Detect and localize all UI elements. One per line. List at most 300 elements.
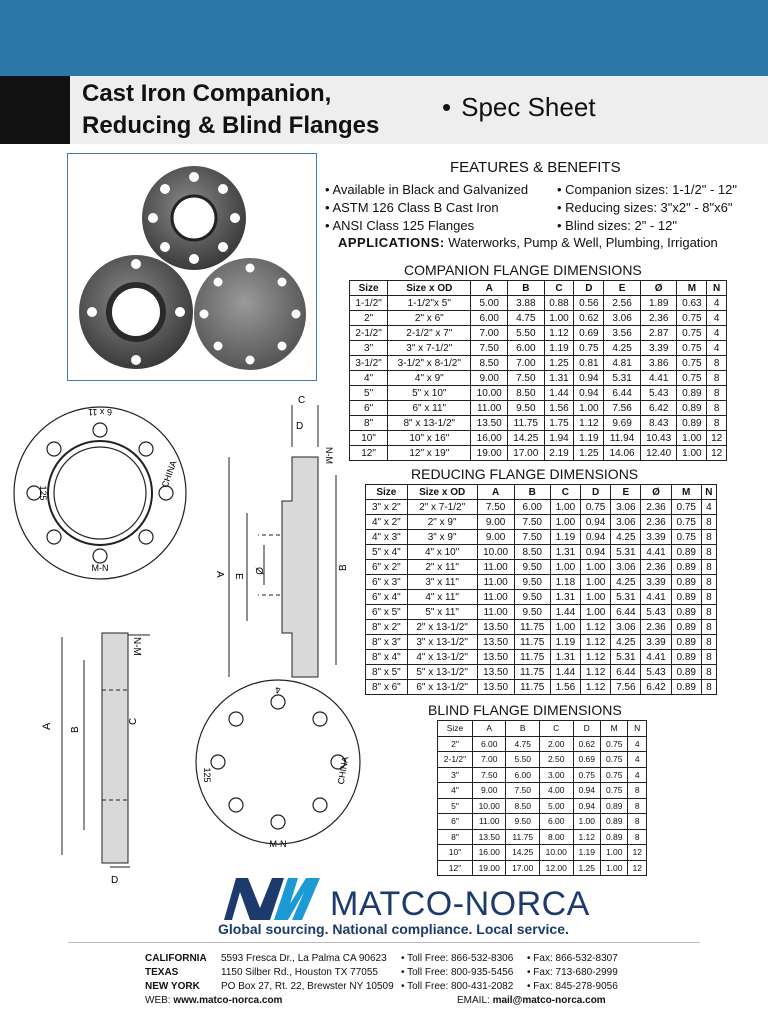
table-cell: 11.00	[477, 605, 514, 620]
matco-norca-logo-icon	[222, 870, 326, 922]
companion-table-row	[350, 311, 727, 326]
footer-row-newyork	[145, 981, 618, 992]
table-cell: 8" x 5"	[366, 665, 408, 680]
table-cell: 8	[707, 371, 727, 386]
column-header: N	[707, 281, 727, 296]
table-cell: 4	[628, 752, 647, 768]
table-cell: 0.75	[677, 371, 707, 386]
companion-section-nm-label: N-M	[324, 447, 334, 464]
table-cell: 0.89	[600, 798, 627, 814]
table-cell: 4.41	[640, 371, 677, 386]
table-cell: 4	[707, 296, 727, 311]
column-header: E	[611, 485, 641, 500]
table-cell: 4.25	[604, 341, 641, 356]
table-cell: 1.12	[574, 416, 604, 431]
applications-label: APPLICATIONS:	[338, 235, 445, 250]
table-cell: 0.75	[677, 326, 707, 341]
table-cell: 2.56	[604, 296, 641, 311]
footer-row-web	[145, 995, 606, 1006]
table-cell: 4	[707, 326, 727, 341]
companion-table-row	[350, 401, 727, 416]
table-cell: 0.89	[600, 814, 627, 830]
table-cell: 0.75	[671, 530, 701, 545]
table-cell: 9.50	[508, 401, 545, 416]
table-cell: 9.00	[472, 783, 506, 799]
table-cell: 5.31	[611, 545, 641, 560]
table-cell: 1.31	[550, 590, 580, 605]
table-cell: 5"	[438, 798, 473, 814]
technical-drawings	[0, 385, 365, 890]
table-cell: 7.00	[471, 326, 508, 341]
table-cell: 0.94	[581, 530, 611, 545]
table-cell: 19.00	[471, 446, 508, 461]
feature-item: • Reducing sizes: 3"x2" - 8"x6"	[557, 200, 733, 215]
table-cell: 12"	[438, 860, 473, 876]
table-cell: 0.94	[574, 386, 604, 401]
table-cell: 10.00	[477, 545, 514, 560]
table-cell: 4	[701, 500, 716, 515]
blind-face-left-label: 125	[202, 767, 212, 783]
table-cell: 11.75	[514, 665, 550, 680]
column-header: A	[471, 281, 508, 296]
table-cell: 0.69	[573, 752, 600, 768]
table-cell: 12	[707, 446, 727, 461]
table-cell: 0.75	[574, 341, 604, 356]
table-cell: 8" x 3"	[366, 635, 408, 650]
table-cell: 8	[701, 680, 716, 695]
table-cell: 7.00	[508, 356, 545, 371]
table-cell: 12" x 19"	[388, 446, 471, 461]
table-cell: 6.00	[514, 500, 550, 515]
table-cell: 7.50	[472, 767, 506, 783]
reducing-table-row	[366, 665, 717, 680]
footer-state: NEW YORK	[145, 981, 200, 992]
table-cell: 12	[707, 431, 727, 446]
table-cell: 5.31	[611, 590, 641, 605]
table-cell: 0.75	[600, 783, 627, 799]
table-cell: 6.00	[508, 341, 545, 356]
table-cell: 0.89	[600, 829, 627, 845]
table-cell: 6.44	[604, 386, 641, 401]
table-cell: 0.75	[581, 500, 611, 515]
footer-row-texas	[145, 967, 618, 978]
table-cell: 1.12	[573, 829, 600, 845]
table-cell: 2.50	[539, 752, 573, 768]
table-cell: 8" x 13-1/2"	[388, 416, 471, 431]
table-cell: 9.00	[471, 371, 508, 386]
title-line-2: Reducing & Blind Flanges	[82, 112, 380, 139]
table-cell: 0.63	[677, 296, 707, 311]
table-cell: 1.19	[573, 845, 600, 861]
column-header: N	[701, 485, 716, 500]
table-cell: 4" x 10"	[407, 545, 477, 560]
table-header-row	[438, 721, 647, 737]
reducing-table-row	[366, 545, 717, 560]
table-cell: 0.75	[600, 752, 627, 768]
table-cell: 3.06	[611, 560, 641, 575]
table-cell: 7.50	[514, 530, 550, 545]
table-cell: 8	[701, 590, 716, 605]
table-cell: 0.75	[600, 767, 627, 783]
companion-flange-photo	[79, 255, 193, 369]
table-cell: 0.89	[671, 620, 701, 635]
column-header: Ø	[640, 281, 677, 296]
table-cell: 11.75	[514, 635, 550, 650]
table-cell: 8	[701, 605, 716, 620]
table-cell: 3-1/2"	[350, 356, 388, 371]
table-cell: 2" x 13-1/2"	[407, 620, 477, 635]
table-cell: 5.50	[508, 326, 545, 341]
table-cell: 1.44	[550, 665, 580, 680]
footer-fax: • Fax: 866-532-8307	[527, 953, 618, 964]
table-cell: 11.75	[514, 650, 550, 665]
table-cell: 0.89	[671, 545, 701, 560]
table-cell: 9.50	[514, 575, 550, 590]
table-cell: 10"	[350, 431, 388, 446]
table-cell: 2.00	[539, 736, 573, 752]
column-header: D	[574, 281, 604, 296]
table-cell: 8.50	[506, 798, 540, 814]
reducing-table-row	[366, 635, 717, 650]
table-cell: 4.25	[611, 635, 641, 650]
table-cell: 6" x 11"	[388, 401, 471, 416]
table-cell: 13.50	[471, 416, 508, 431]
column-header: M	[671, 485, 701, 500]
table-cell: 10" x 16"	[388, 431, 471, 446]
table-cell: 8"	[350, 416, 388, 431]
table-cell: 2-1/2"	[350, 326, 388, 341]
table-cell: 12	[628, 860, 647, 876]
table-cell: 0.94	[574, 371, 604, 386]
blind-face-top-label: 4	[275, 685, 281, 695]
table-cell: 0.75	[677, 356, 707, 371]
blind-dimensions-table	[437, 720, 647, 876]
table-cell: 1.00	[550, 500, 580, 515]
blind-table-row	[438, 752, 647, 768]
table-cell: 1.94	[544, 431, 574, 446]
table-cell: 17.00	[508, 446, 545, 461]
table-cell: 6" x 2"	[366, 560, 408, 575]
table-cell: 8.00	[539, 829, 573, 845]
table-cell: 3.06	[611, 620, 641, 635]
companion-section-c-label: C	[298, 395, 306, 406]
table-cell: 1.00	[581, 590, 611, 605]
table-cell: 0.62	[574, 311, 604, 326]
table-cell: 0.88	[544, 296, 574, 311]
table-cell: 12.40	[640, 446, 677, 461]
table-cell: 8	[628, 783, 647, 799]
table-cell: 8"	[438, 829, 473, 845]
companion-table-row	[350, 386, 727, 401]
table-cell: 5" x 11"	[407, 605, 477, 620]
table-cell: 5.31	[611, 650, 641, 665]
footer-fax: • Fax: 713-680-2999	[527, 967, 618, 978]
table-cell: 11.00	[471, 401, 508, 416]
blind-face-right-label: CHINA	[335, 755, 351, 786]
table-cell: 2.36	[641, 620, 671, 635]
column-header: Size x OD	[388, 281, 471, 296]
table-cell: 3"	[350, 341, 388, 356]
footer-state: TEXAS	[145, 967, 179, 978]
reducing-dimensions-table	[365, 484, 717, 695]
blind-table-row	[438, 814, 647, 830]
table-cell: 5" x 13-1/2"	[407, 665, 477, 680]
companion-section-b-label: B	[338, 564, 349, 571]
table-cell: 7.56	[604, 401, 641, 416]
table-cell: 0.94	[581, 515, 611, 530]
table-cell: 2"	[350, 311, 388, 326]
companion-section-d-label: D	[296, 421, 304, 432]
footer-web-label: WEB:	[145, 995, 171, 1006]
reducing-flange-photo	[142, 166, 246, 270]
table-cell: 4.00	[539, 783, 573, 799]
table-cell: 5.43	[641, 665, 671, 680]
blind-table-row	[438, 783, 647, 799]
column-header: C	[544, 281, 574, 296]
table-cell: 11.75	[506, 829, 540, 845]
companion-table-row	[350, 446, 727, 461]
blind-table-row	[438, 798, 647, 814]
table-cell: 2.87	[640, 326, 677, 341]
table-cell: 12.00	[539, 860, 573, 876]
table-cell: 0.75	[573, 767, 600, 783]
table-cell: 1.19	[550, 635, 580, 650]
table-cell: 2.36	[641, 560, 671, 575]
table-cell: 8	[707, 386, 727, 401]
table-cell: 11.00	[472, 814, 506, 830]
table-cell: 9.00	[477, 515, 514, 530]
table-cell: 1.00	[581, 575, 611, 590]
table-cell: 10"	[438, 845, 473, 861]
column-header: C	[539, 721, 573, 737]
table-cell: 6.00	[506, 767, 540, 783]
table-cell: 4	[628, 736, 647, 752]
blind-section-d-label: D	[111, 875, 119, 886]
page-title	[82, 78, 379, 142]
blind-flange-photo	[194, 258, 306, 370]
table-cell: 6" x 4"	[366, 590, 408, 605]
blind-section-view	[62, 633, 150, 867]
table-cell: 0.75	[671, 515, 701, 530]
footer-row-california	[145, 953, 618, 964]
column-header: A	[472, 721, 506, 737]
table-cell: 0.94	[573, 783, 600, 799]
companion-table-row	[350, 296, 727, 311]
table-cell: 2" x 11"	[407, 560, 477, 575]
table-cell: 1.19	[574, 431, 604, 446]
table-cell: 1.00	[677, 446, 707, 461]
table-cell: 2.19	[544, 446, 574, 461]
table-cell: 1.89	[640, 296, 677, 311]
table-cell: 11.94	[604, 431, 641, 446]
table-cell: 0.89	[671, 680, 701, 695]
companion-section-a-label: A	[214, 571, 225, 578]
table-cell: 1.25	[573, 860, 600, 876]
table-cell: 1.19	[550, 530, 580, 545]
footer-web-link[interactable]: www.matco-norca.com	[173, 995, 283, 1006]
table-cell: 8" x 2"	[366, 620, 408, 635]
table-cell: 6.00	[472, 736, 506, 752]
table-cell: 8	[701, 665, 716, 680]
table-cell: 1.56	[550, 680, 580, 695]
table-cell: 7.56	[611, 680, 641, 695]
table-cell: 1.12	[581, 665, 611, 680]
table-cell: 1.00	[600, 845, 627, 861]
table-cell: 1-1/2"x 5"	[388, 296, 471, 311]
table-cell: 6.42	[641, 680, 671, 695]
table-cell: 0.75	[677, 311, 707, 326]
reducing-table-row	[366, 530, 717, 545]
table-cell: 4"	[350, 371, 388, 386]
table-cell: 4.41	[641, 650, 671, 665]
table-cell: 13.50	[477, 635, 514, 650]
table-cell: 4" x 13-1/2"	[407, 650, 477, 665]
table-cell: 2" x 7-1/2"	[407, 500, 477, 515]
table-cell: 9.50	[514, 560, 550, 575]
table-cell: 1.31	[550, 650, 580, 665]
table-cell: 2"	[438, 736, 473, 752]
reducing-table-row	[366, 650, 717, 665]
table-cell: 1.44	[544, 386, 574, 401]
table-cell: 8	[707, 356, 727, 371]
table-cell: 13.50	[477, 650, 514, 665]
column-header: M	[677, 281, 707, 296]
table-cell: 0.89	[671, 665, 701, 680]
table-cell: 4" x 3"	[366, 530, 408, 545]
companion-dimensions-table	[349, 280, 727, 461]
table-cell: 10.43	[640, 431, 677, 446]
table-cell: 0.75	[677, 341, 707, 356]
feature-item: • Companion sizes: 1-1/2" - 12"	[557, 182, 737, 197]
table-cell: 8.50	[508, 386, 545, 401]
table-cell: 8	[701, 515, 716, 530]
table-cell: 11.75	[508, 416, 545, 431]
column-header: C	[550, 485, 580, 500]
footer-email-link[interactable]: mail@matco-norca.com	[492, 995, 606, 1006]
table-cell: 3" x 7-1/2"	[388, 341, 471, 356]
feature-item: • Available in Black and Galvanized	[325, 182, 529, 197]
title-line-1: Cast Iron Companion,	[82, 80, 332, 107]
table-cell: 0.89	[671, 575, 701, 590]
table-cell: 4	[628, 767, 647, 783]
table-cell: 3.88	[508, 296, 545, 311]
table-cell: 1.00	[581, 560, 611, 575]
blind-table-row	[438, 736, 647, 752]
table-cell: 12	[628, 845, 647, 861]
table-cell: 1.00	[550, 515, 580, 530]
feature-item: • Blind sizes: 2" - 12"	[557, 218, 677, 233]
table-cell: 11.75	[514, 620, 550, 635]
footer-address: PO Box 27, Rt. 22, Brewster NY 10509	[221, 981, 394, 992]
table-cell: 3" x 11"	[407, 575, 477, 590]
blind-table-row	[438, 845, 647, 861]
table-cell: 16.00	[471, 431, 508, 446]
table-cell: 9.50	[514, 605, 550, 620]
table-cell: 1.75	[544, 416, 574, 431]
column-header: Size x OD	[407, 485, 477, 500]
blind-section-a-label: A	[41, 722, 53, 730]
footer-email-label: EMAIL:	[457, 995, 490, 1006]
table-header-row	[366, 485, 717, 500]
table-cell: 1.31	[550, 545, 580, 560]
table-cell: 3.86	[640, 356, 677, 371]
table-cell: 10.00	[472, 798, 506, 814]
table-cell: 6" x 13-1/2"	[407, 680, 477, 695]
column-header: B	[514, 485, 550, 500]
companion-face-right-label: CHINA	[159, 459, 179, 489]
table-cell: 8	[701, 620, 716, 635]
table-cell: 19.00	[472, 860, 506, 876]
column-header: D	[573, 721, 600, 737]
table-cell: 0.62	[573, 736, 600, 752]
column-header: Size	[438, 721, 473, 737]
feature-item: • ASTM 126 Class B Cast Iron	[325, 200, 499, 215]
table-cell: 3" x 2"	[366, 500, 408, 515]
table-cell: 3.06	[611, 500, 641, 515]
table-cell: 6" x 3"	[366, 575, 408, 590]
table-cell: 11.00	[477, 590, 514, 605]
table-cell: 5.50	[506, 752, 540, 768]
table-cell: 8.43	[640, 416, 677, 431]
table-cell: 1.00	[550, 560, 580, 575]
footer-tollfree: • Toll Free: 800-431-2082	[401, 981, 514, 992]
table-cell: 17.00	[506, 860, 540, 876]
table-cell: 1.12	[544, 326, 574, 341]
table-cell: 8" x 6"	[366, 680, 408, 695]
footer-address: 1150 Silber Rd., Houston TX 77055	[221, 967, 378, 978]
table-cell: 2" x 9"	[407, 515, 477, 530]
blind-section-nm-label: N-M	[131, 637, 142, 656]
column-header: D	[581, 485, 611, 500]
reducing-table-row	[366, 620, 717, 635]
blind-table-title: BLIND FLANGE DIMENSIONS	[428, 702, 622, 718]
table-cell: 1.19	[544, 341, 574, 356]
blind-section-c-label: C	[128, 717, 139, 725]
table-cell: 13.50	[477, 680, 514, 695]
table-cell: 5" x 4"	[366, 545, 408, 560]
table-cell: 6.42	[640, 401, 677, 416]
table-cell: 8	[701, 650, 716, 665]
table-cell: 3.39	[640, 341, 677, 356]
table-cell: 0.89	[671, 605, 701, 620]
table-cell: 8	[707, 401, 727, 416]
spec-bullet: •	[442, 92, 452, 122]
table-cell: 3.39	[641, 575, 671, 590]
table-cell: 4" x 2"	[366, 515, 408, 530]
table-cell: 8	[701, 545, 716, 560]
features-left-list	[325, 181, 528, 235]
table-cell: 1.00	[550, 620, 580, 635]
table-cell: 2.36	[641, 500, 671, 515]
table-cell: 1.00	[573, 814, 600, 830]
table-cell: 11.00	[477, 560, 514, 575]
table-cell: 1.00	[544, 311, 574, 326]
table-cell: 1.12	[581, 680, 611, 695]
table-cell: 6" x 5"	[366, 605, 408, 620]
table-cell: 5.31	[604, 371, 641, 386]
table-cell: 0.75	[671, 500, 701, 515]
table-cell: 4	[707, 311, 727, 326]
column-header: B	[506, 721, 540, 737]
blind-table-row	[438, 829, 647, 845]
table-cell: 14.06	[604, 446, 641, 461]
table-cell: 10.00	[471, 386, 508, 401]
footer-divider	[68, 942, 700, 943]
table-cell: 3"	[438, 767, 473, 783]
table-cell: 2-1/2" x 7"	[388, 326, 471, 341]
table-cell: 9.00	[477, 530, 514, 545]
footer-tollfree: • Toll Free: 800-935-5456	[401, 967, 514, 978]
